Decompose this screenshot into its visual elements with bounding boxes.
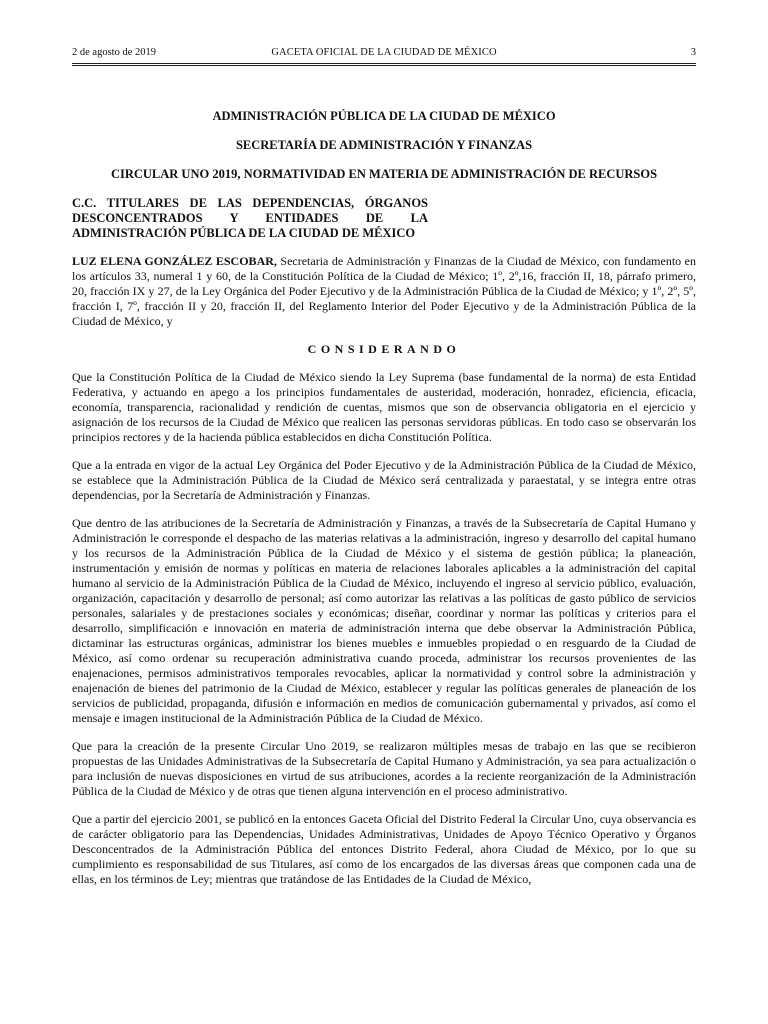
considerando-paragraph-3: Que dentro de las atribuciones de la Secretaría de Administración y Finanzas, a través de la Subsecretaría de Capital Humano y Administración le corresponde el despacho de las materias relativas a la administración, ingreso y desarrollo del capital humano y los recursos de la Administración Pública de la Ciudad de México y el sistema de gestión pública; la planeación, instrumentación y emisión de normas y políticas en materia de relaciones laborales aplicables a la administración del capital humano al servicio de la Administración Pública de la Ciudad de México, incluyendo el ingreso al servicio público, evaluación, organización, capacitación y desarrollo de personal; así como autorizar las relativas a las políticas de gasto público de servicios personales, salariales y de prestaciones sociales y económicas; diseñar, coordinar y normar las políticas y criterios para el desarrollo, simplificación e innovación en materia de administración interna que debe observar la Administración Pública, dictaminar las estructuras orgánicas, administrar los bienes muebles e inmuebles propiedad o en resguardo de la Ciudad de México, así como ordenar su recuperación administrativa cuando proceda, administrar los recursos provenientes de las enajenaciones, permisos administrativos temporales revocables, aplicar la normatividad y control sobre la administración y enajenación de bienes del patrimonio de la Ciudad de México, establecer y regular las políticas generales de planeación de los servicios de publicidad, propaganda, difusión e información en medios de comunicación gubernamental y privados, así como el mensaje e imagen institucional de la Administración Pública de la Ciudad de México. (72, 516, 696, 725)
addressee-block: C.C. TITULARES DE LAS DEPENDENCIAS, ÓRGANOS DESCONCENTRADOS Y ENTIDADES DE LA ADMINISTRACIÓN PÚBLICA DE LA CIUDAD DE MÉXICO (72, 196, 428, 240)
considerando-paragraph-2: Que a la entrada en vigor de la actual Ley Orgánica del Poder Ejecutivo y de la Administración Pública de la Ciudad de México, se establece que la Administración Pública de la Ciudad de México será centralizada y paraestatal, y se integra entre otras dependencias, por la Secretaría de Administración y Finanzas. (72, 458, 696, 502)
header-publication-title: GACETA OFICIAL DE LA CIUDAD DE MÉXICO (271, 47, 497, 58)
header-double-rule (72, 63, 696, 66)
administration-title: ADMINISTRACIÓN PÚBLICA DE LA CIUDAD DE MÉXICO (212, 109, 556, 123)
document-body (72, 108, 696, 900)
considerando-paragraph-1: Que la Constitución Política de la Ciudad de México siendo la Ley Suprema (base fundamental de la norma) de esta Entidad Federativa, y actuando en apego a los principios fundamentales de austeridad, moderación, honradez, eficiencia, eficacia, economía, transparencia, racionalidad y rendición de cuentas, mismos que son de observancia obligatoria en el ejercicio y asignación de los recursos de la Ciudad de México que realicen las personas servidoras públicas. En todo caso se observarán los principios rectores y de la hacienda pública establecidos en dicha Constitución Política. (72, 370, 696, 444)
considerando-paragraph-5: Que a partir del ejercicio 2001, se publicó en la entonces Gaceta Oficial del Distrito Federal la Circular Uno, cuya observancia es de carácter obligatorio para las Dependencias, Unidades Administrativas, Unidades de Apoyo Técnico Operativo y Órganos Desconcentrados de la Administración Pública del entonces Distrito Federal, ahora Ciudad de México, por lo que su cumplimiento es responsabilidad de sus Titulares, así como de los encargados de las diversas áreas que componen cada una de ellas, en los términos de Ley; mientras que tratándose de las Entidades de la Ciudad de México, (72, 812, 696, 886)
page-number: 3 (690, 47, 696, 58)
running-header (72, 46, 696, 60)
circular-title: CIRCULAR UNO 2019, NORMATIVIDAD EN MATERIA DE ADMINISTRACIÓN DE RECURSOS (110, 167, 658, 181)
header-date: 2 de agosto de 2019 (72, 47, 156, 58)
secretariat-title: SECRETARÍA DE ADMINISTRACIÓN Y FINANZAS (235, 138, 533, 152)
intro-paragraph (72, 254, 696, 329)
considerando-paragraph-4: Que para la creación de la presente Circular Uno 2019, se realizaron múltiples mesas de trabajo en las que se recibieron propuestas de las Unidades Administrativas de la Subsecretaría de Capital Humano y Administración, ya sea para actualización o para inclusión de nuevas disposiciones en virtud de sus atribuciones, acordes a la reciente reorganización de la Administración Pública de la Ciudad de México y de otras que tienen alguna intervención en el proceso administrativo. (72, 739, 696, 798)
signer-name: LUZ ELENA GONZÁLEZ ESCOBAR, (72, 254, 277, 268)
considerando-heading: CONSIDERANDO (307, 342, 461, 356)
intro-text: Secretaria de Administración y Finanzas de la Ciudad de México, con fundamento en los artículos 33, numeral 1 y 60, de la Constitución Política de la Ciudad de México; 1º, 2º,16, fracción II, 18, párrafo primero, 20, fracción IX y 27, de la Ley Orgánica del Poder Ejecutivo y de la Administración Pública de la Ciudad de México; y 1º, 2º, 5º, fracción I, 7º, fracción II y 20, fracción II, del Reglamento Interior del Poder Ejecutivo y de la Administración Pública de la Ciudad de México, y (72, 254, 696, 328)
